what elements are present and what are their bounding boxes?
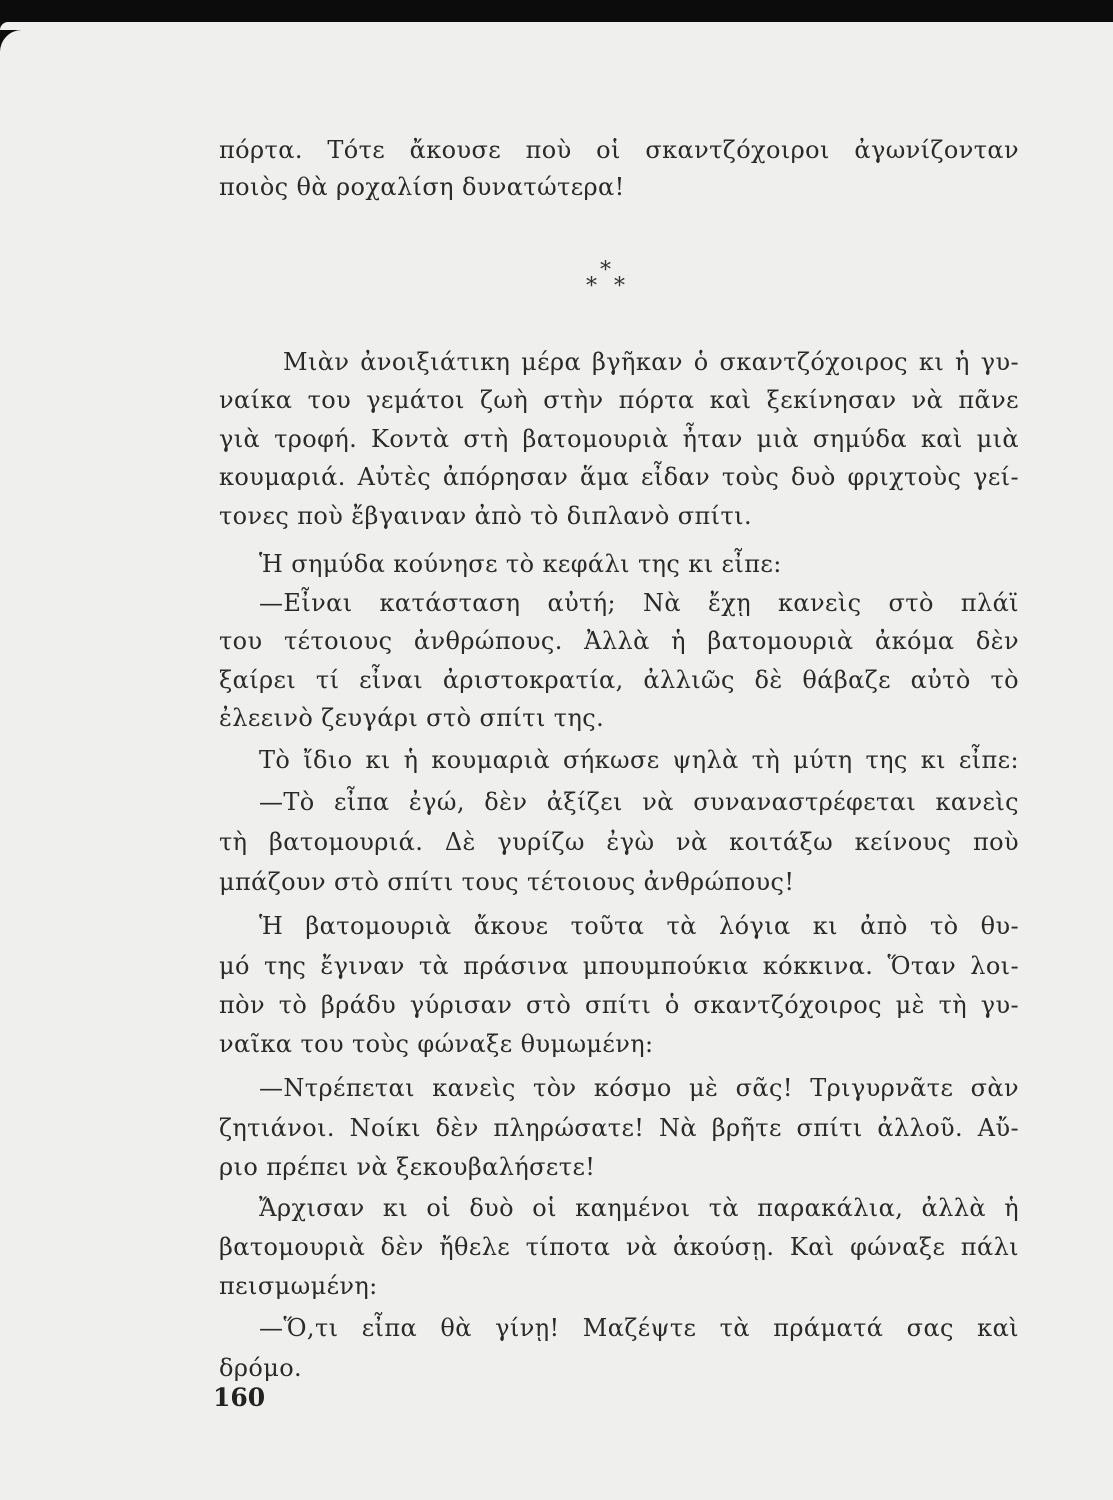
text-line: —Ντρέπεται κανεὶς τὸν κόσμο μὲ σᾶς! Τριγυρνᾶτε σὰν (259, 1074, 1019, 1102)
text-line: γιὰ τροφή. Κοντὰ στὴ βατομουριὰ ἦταν μιὰ σημύδα καὶ μιὰ (219, 425, 1019, 453)
scan-top-border (0, 0, 1113, 30)
text-line: ζητιάνοι. Νοίκι δὲν πληρώσατε! Νὰ βρῆτε σπίτι ἀλλοῦ. Αὔ- (219, 1114, 1019, 1142)
text-line: Μιὰν ἀνοιξιάτικη μέρα βγῆκαν ὁ σκαντζόχοιρος κι ἡ γυ- (283, 348, 1019, 376)
text-line: ποιὸς θὰ ροχαλίση δυνατώτερα! (219, 173, 625, 201)
text-line: πὸν τὸ βράδυ γύρισαν στὸ σπίτι ὁ σκαντζόχοιρος μὲ τὴ γυ- (219, 991, 1019, 1019)
text-line: μό της ἔγιναν τὰ πράσινα μπουμπούκια κόκκινα. Ὅταν λοι- (219, 952, 1019, 980)
page-number: 160 (213, 1383, 266, 1412)
text-line: πεισμωμένη: (219, 1272, 378, 1300)
text-line: μπάζουν στὸ σπίτι τους τέτοιους ἀνθρώπους! (219, 868, 795, 896)
text-line: δρόμο. (219, 1354, 303, 1382)
text-line: του τέτοιους ἀνθρώπους. Ἀλλὰ ἡ βατομουριὰ ἀκόμα δὲν (219, 627, 1019, 655)
text-line: Ἄρχισαν κι οἱ δυὸ οἱ καημένοι τὰ παρακάλια, ἀλλὰ ἡ (259, 1194, 1019, 1222)
text-line: κουμαριά. Αὐτὲς ἀπόρησαν ἅμα εἶδαν τοὺς δυὸ φριχτοὺς γεί- (219, 463, 1019, 491)
text-line: —Τὸ εἶπα ἐγώ, δὲν ἀξίζει νὰ συναναστρέφεται κανεὶς (259, 788, 1019, 816)
text-line: τὴ βατομουριά. Δὲ γυρίζω ἐγὼ νὰ κοιτάξω κείνους ποὺ (219, 828, 1019, 856)
text-line: ναῖκα του τοὺς φώναξε θυμωμένη: (219, 1030, 654, 1058)
text-line: ἐλεεινὸ ζευγάρι στὸ σπίτι της. (219, 704, 605, 732)
text-line: ναίκα του γεμάτοι ζωὴ στὴν πόρτα καὶ ξεκίνησαν νὰ πᾶνε (219, 386, 1019, 414)
text-line: πόρτα. Τότε ἄκουσε ποὺ οἱ σκαντζόχοιροι ἀγωνίζονταν (219, 136, 1019, 164)
separator-asterisk: * (614, 274, 625, 299)
text-line: Ἡ σημύδα κούνησε τὸ κεφάλι της κι εἶπε: (259, 550, 782, 578)
separator-asterisk: * (586, 274, 597, 299)
text-line: βατομουριὰ δὲν ἤθελε τίποτα νὰ ἀκούσῃ. Καὶ φώναξε πάλι (219, 1233, 1019, 1261)
separator-asterisk: * (600, 258, 611, 283)
text-line: —Εἶναι κατάσταση αὐτή; Νὰ ἔχῃ κανεὶς στὸ πλάϊ (259, 589, 1019, 617)
text-line: —Ὅ,τι εἶπα θὰ γίνῃ! Μαζέψτε τὰ πράματά σας καὶ (259, 1314, 1019, 1342)
text-line: Ἡ βατομουριὰ ἄκουε τοῦτα τὰ λόγια κι ἀπὸ τὸ θυ- (259, 912, 1019, 940)
section-separator (580, 258, 640, 298)
text-line: ξαίρει τί εἶναι ἀριστοκρατία, ἀλλιῶς δὲ θάβαζε αὐτὸ τὸ (219, 666, 1019, 694)
text-line: τονες ποὺ ἔβγαιναν ἀπὸ τὸ διπλανὸ σπίτι. (219, 502, 753, 530)
text-line: ριο πρέπει νὰ ξεκουβαλήσετε! (219, 1153, 596, 1181)
text-line: Τὸ ἴδιο κι ἡ κουμαριὰ σήκωσε ψηλὰ τὴ μύτη της κι εἶπε: (259, 746, 1019, 774)
